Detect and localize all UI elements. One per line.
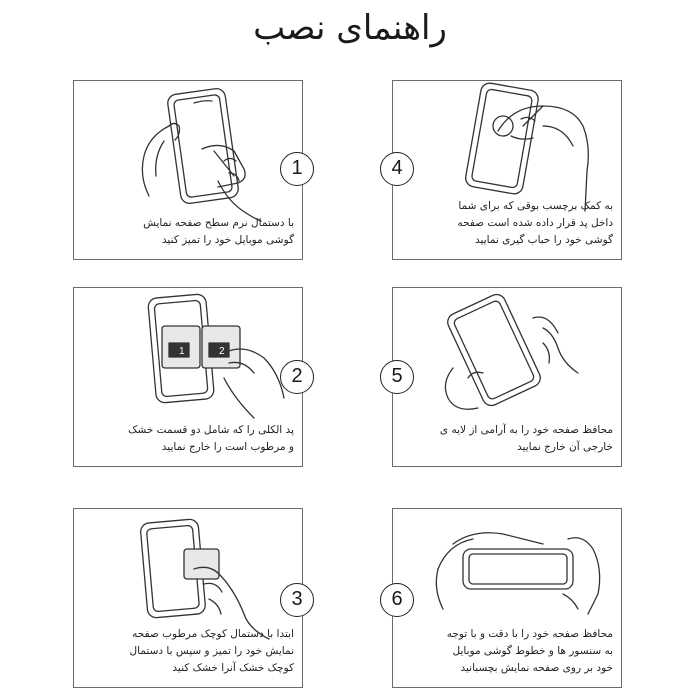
step-2-caption — [82, 422, 294, 456]
step-4-line-2: داخل پد قرار داده شده است صفحه — [457, 217, 613, 229]
step-2-panel — [73, 287, 303, 467]
step-1-number: 1 — [280, 152, 314, 186]
step-6-line-2: به سنسور ها و خطوط گوشی موبایل — [452, 645, 613, 657]
step-5-line-2: خارجی آن خارج نمایید — [517, 441, 613, 453]
step-2-line-1: پد الکلی را که شامل دو قسمت خشک — [128, 424, 294, 436]
step-6-caption — [401, 626, 613, 677]
step-6-number: 6 — [380, 583, 414, 617]
step-5-number: 5 — [380, 360, 414, 394]
pad-part-1-label: 1 — [179, 346, 185, 357]
step-5-line-1: محافظ صفحه خود را به آرامی از لایه ی — [439, 424, 613, 436]
step-6-panel — [392, 508, 622, 688]
step-2-line-2: و مرطوب است را خارج نمایید — [161, 441, 294, 453]
step-6-line-1: محافظ صفحه خود را با دقت و با توجه — [446, 628, 613, 640]
step-3-caption — [82, 626, 294, 677]
step-2-number: 2 — [280, 360, 314, 394]
step-4-panel — [392, 80, 622, 260]
step-1-line-1: با دستمال نرم سطح صفحه نمایش — [143, 217, 294, 229]
step-1-line-2: گوشی موبایل خود را تمیز کنید — [161, 234, 294, 246]
step-3-line-1: ابتدا با دستمال کوچک مرطوب صفحه — [132, 628, 294, 640]
step-4-line-3: گوشی خود را حباب گیری نمایید — [475, 234, 613, 246]
step-6-line-3: خود بر روی صفحه نمایش بچسبانید — [460, 662, 613, 674]
step-3-number: 3 — [280, 583, 314, 617]
step-5-caption — [401, 422, 613, 456]
page-title: راهنمای نصب — [253, 8, 447, 48]
step-4-caption — [401, 198, 613, 249]
step-3-panel — [73, 508, 303, 688]
step-1-panel — [73, 80, 303, 260]
step-3-line-2: نمایش خود را تمیز و سپس با دستمال — [129, 645, 294, 657]
step-4-line-1: به کمک برچسب بوقی که برای شما — [458, 200, 613, 212]
pad-part-2-label: 2 — [219, 346, 225, 357]
step-3-line-3: کوچک خشک آنرا خشک کنید — [172, 662, 294, 674]
step-5-panel — [392, 287, 622, 467]
step-1-caption — [82, 215, 294, 249]
step-4-number: 4 — [380, 152, 414, 186]
